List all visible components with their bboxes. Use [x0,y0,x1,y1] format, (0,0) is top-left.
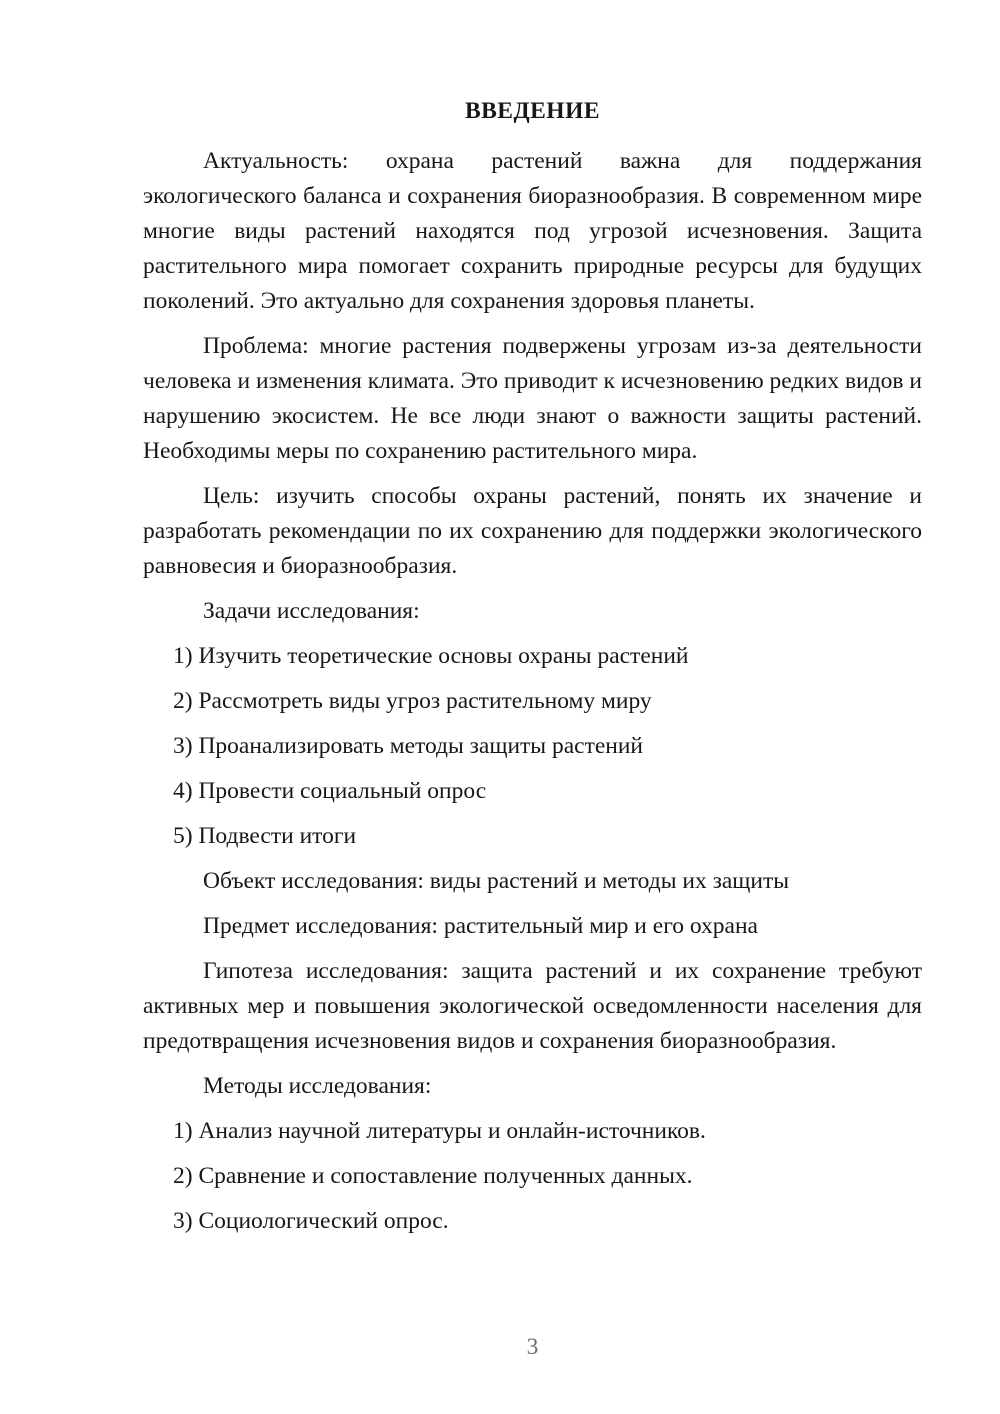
task-item-2: 2) Рассмотреть виды угроз растительному миру [173,688,652,714]
paragraph-hypothesis: Гипотеза исследования: защита растений и их сохранение требуют активных мер и повышения экологической осведомленности населения для предотвращения исчезновения видов и сохранения биоразнообразия. [143,958,922,1054]
task-item-1: 1) Изучить теоретические основы охраны растений [173,643,689,669]
task-item-4: 4) Провести социальный опрос [173,778,487,804]
method-item-1: 1) Анализ научной литературы и онлайн-источников. [173,1118,706,1144]
task-item-5: 5) Подвести итоги [173,823,357,849]
research-object-line: Объект исследования: виды растений и методы их защиты [203,868,790,894]
task-item-3: 3) Проанализировать методы защиты растений [173,733,644,759]
paragraph-goal: Цель: изучить способы охраны растений, понять их значение и разработать рекомендации по их сохранению для поддержки экологического равновесия и биоразнообразия. [143,483,922,579]
research-subject-line: Предмет исследования: растительный мир и его охрана [203,913,758,939]
methods-heading: Методы исследования: [203,1073,432,1099]
method-item-3: 3) Социологический опрос. [173,1208,449,1234]
page-title: ВВЕДЕНИЕ [464,98,601,124]
paragraph-problem: Проблема: многие растения подвержены угрозам из-за деятельности человека и изменения климата. Это приводит к исчезновению редких видов и нарушению экосистем. Не все люди знают о важности защиты растений. Необходимы меры по сохранению растительного мира. [143,333,922,464]
method-item-2: 2) Сравнение и сопоставление полученных данных. [173,1163,693,1189]
tasks-heading: Задачи исследования: [203,598,420,624]
paragraph-relevance: Актуальность: охрана растений важна для поддержания экологического баланса и сохранения биоразнообразия. В современном мире многие виды растений находятся под угрозой исчезновения. Защита растительного мира помогает сохранить природные ресурсы для будущих поколений. Это актуально для сохранения здоровья планеты. [143,148,922,314]
page-number: 3 [526,1334,539,1360]
